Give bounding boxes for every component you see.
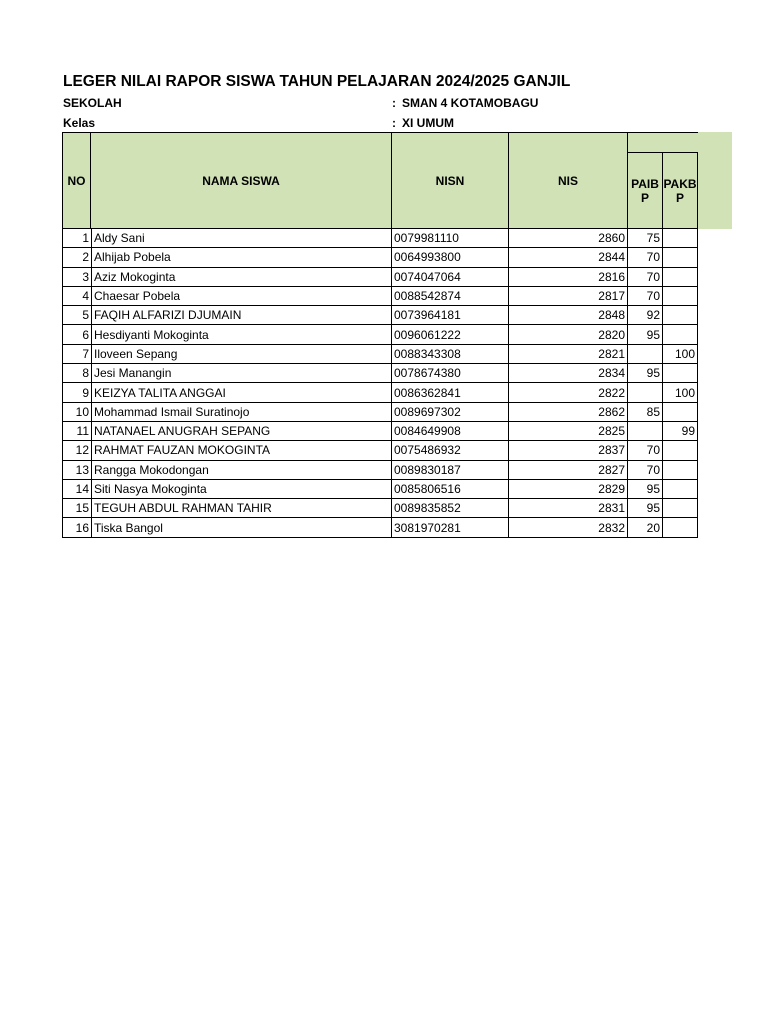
cell-nisn: 0079981110 (392, 229, 509, 248)
cell-nisn: 0078674380 (392, 364, 509, 383)
cell-nisn: 3081970281 (392, 518, 509, 537)
table-row (63, 286, 698, 305)
cell-pakbp (663, 325, 698, 344)
cell-pakbp (663, 306, 698, 325)
cell-no: 11 (63, 421, 92, 440)
cell-pakbp (663, 499, 698, 518)
cell-nis: 2820 (509, 325, 628, 344)
cell-nama-siswa: Hesdiyanti Mokoginta (92, 325, 392, 344)
cell-paibp: 70 (628, 267, 663, 286)
cell-no: 12 (63, 441, 92, 460)
cell-pakbp (663, 441, 698, 460)
cell-no: 5 (63, 306, 92, 325)
cell-pakbp: 100 (663, 344, 698, 363)
cell-nis: 2860 (509, 229, 628, 248)
cell-pakbp (663, 402, 698, 421)
cell-nisn: 0064993800 (392, 248, 509, 267)
table-row (63, 267, 698, 286)
header-nis: NIS (508, 132, 628, 229)
cell-no: 2 (63, 248, 92, 267)
cell-nama-siswa: FAQIH ALFARIZI DJUMAIN (92, 306, 392, 325)
table-row (63, 518, 698, 537)
cell-paibp (628, 383, 663, 402)
cell-nis: 2837 (509, 441, 628, 460)
cell-nis: 2825 (509, 421, 628, 440)
cell-nama-siswa: Iloveen Sepang (92, 344, 392, 363)
grades-table (62, 228, 698, 538)
cell-pakbp (663, 479, 698, 498)
cell-paibp: 20 (628, 518, 663, 537)
cell-pakbp (663, 248, 698, 267)
kelas-value: XI UMUM (402, 116, 454, 130)
cell-nis: 2834 (509, 364, 628, 383)
cell-nama-siswa: RAHMAT FAUZAN MOKOGINTA (92, 441, 392, 460)
cell-no: 7 (63, 344, 92, 363)
cell-no: 1 (63, 229, 92, 248)
table-row (63, 402, 698, 421)
cell-paibp: 70 (628, 248, 663, 267)
cell-nisn: 0089835852 (392, 499, 509, 518)
table-row (63, 229, 698, 248)
page-title: LEGER NILAI RAPOR SISWA TAHUN PELAJARAN 2024/2025 GANJIL (63, 73, 571, 90)
cell-nama-siswa: Aldy Sani (92, 229, 392, 248)
cell-nisn: 0074047064 (392, 267, 509, 286)
cell-nis: 2831 (509, 499, 628, 518)
cell-nisn: 0085806516 (392, 479, 509, 498)
table-row (63, 499, 698, 518)
cell-no: 15 (63, 499, 92, 518)
cell-nis: 2827 (509, 460, 628, 479)
cell-nama-siswa: TEGUH ABDUL RAHMAN TAHIR (92, 499, 392, 518)
cell-pakbp (663, 460, 698, 479)
cell-nisn: 0073964181 (392, 306, 509, 325)
table-row (63, 364, 698, 383)
cell-nis: 2816 (509, 267, 628, 286)
cell-no: 16 (63, 518, 92, 537)
cell-paibp: 85 (628, 402, 663, 421)
cell-nama-siswa: Alhijab Pobela (92, 248, 392, 267)
cell-nis: 2822 (509, 383, 628, 402)
cell-paibp: 70 (628, 286, 663, 305)
cell-nisn: 0089830187 (392, 460, 509, 479)
table-row (63, 421, 698, 440)
cell-pakbp (663, 286, 698, 305)
cell-pakbp (663, 518, 698, 537)
cell-pakbp: 100 (663, 383, 698, 402)
cell-nisn: 0075486932 (392, 441, 509, 460)
header-nisn: NISN (391, 132, 509, 229)
sekolah-label: SEKOLAH (63, 96, 122, 110)
cell-paibp: 95 (628, 479, 663, 498)
cell-paibp: 95 (628, 325, 663, 344)
cell-paibp: 75 (628, 229, 663, 248)
table-row (63, 248, 698, 267)
cell-nisn: 0088542874 (392, 286, 509, 305)
cell-paibp: 95 (628, 499, 663, 518)
cell-nama-siswa: Rangga Mokodongan (92, 460, 392, 479)
sekolah-value: SMAN 4 KOTAMOBAGU (402, 96, 539, 110)
cell-pakbp (663, 364, 698, 383)
table-row (63, 325, 698, 344)
cell-nama-siswa: Tiska Bangol (92, 518, 392, 537)
cell-paibp: 70 (628, 441, 663, 460)
cell-paibp (628, 421, 663, 440)
table-row (63, 306, 698, 325)
table-row (63, 479, 698, 498)
table-row (63, 460, 698, 479)
header-subject-topline (627, 132, 698, 133)
header-paibp: PAIB P (631, 176, 659, 205)
cell-nisn: 0086362841 (392, 383, 509, 402)
cell-no: 10 (63, 402, 92, 421)
cell-paibp (628, 344, 663, 363)
kelas-colon: : (392, 116, 396, 130)
cell-nis: 2832 (509, 518, 628, 537)
table-row (63, 344, 698, 363)
cell-nis: 2829 (509, 479, 628, 498)
cell-nisn: 0096061222 (392, 325, 509, 344)
header-nama-siswa: NAMA SISWA (90, 132, 392, 229)
cell-no: 4 (63, 286, 92, 305)
cell-no: 6 (63, 325, 92, 344)
cell-nis: 2862 (509, 402, 628, 421)
cell-no: 8 (63, 364, 92, 383)
header-pakbp: PAKB P (663, 176, 697, 205)
cell-nis: 2821 (509, 344, 628, 363)
cell-pakbp (663, 229, 698, 248)
cell-no: 9 (63, 383, 92, 402)
cell-paibp: 92 (628, 306, 663, 325)
cell-paibp: 70 (628, 460, 663, 479)
cell-nama-siswa: Chaesar Pobela (92, 286, 392, 305)
cell-nisn: 0089697302 (392, 402, 509, 421)
table-row (63, 383, 698, 402)
kelas-label: Kelas (63, 116, 96, 130)
cell-paibp: 95 (628, 364, 663, 383)
cell-no: 14 (63, 479, 92, 498)
cell-nama-siswa: Mohammad Ismail Suratinojo (92, 402, 392, 421)
cell-nis: 2848 (509, 306, 628, 325)
cell-no: 13 (63, 460, 92, 479)
cell-nama-siswa: Jesi Manangin (92, 364, 392, 383)
cell-pakbp (663, 267, 698, 286)
cell-nisn: 0084649908 (392, 421, 509, 440)
cell-nama-siswa: Aziz Mokoginta (92, 267, 392, 286)
cell-nama-siswa: Siti Nasya Mokoginta (92, 479, 392, 498)
cell-nama-siswa: KEIZYA TALITA ANGGAI (92, 383, 392, 402)
cell-pakbp: 99 (663, 421, 698, 440)
cell-nis: 2817 (509, 286, 628, 305)
cell-no: 3 (63, 267, 92, 286)
cell-nama-siswa: NATANAEL ANUGRAH SEPANG (92, 421, 392, 440)
table-row (63, 441, 698, 460)
cell-nisn: 0088343308 (392, 344, 509, 363)
cell-nis: 2844 (509, 248, 628, 267)
header-no: NO (62, 132, 91, 229)
sekolah-colon: : (392, 96, 396, 110)
